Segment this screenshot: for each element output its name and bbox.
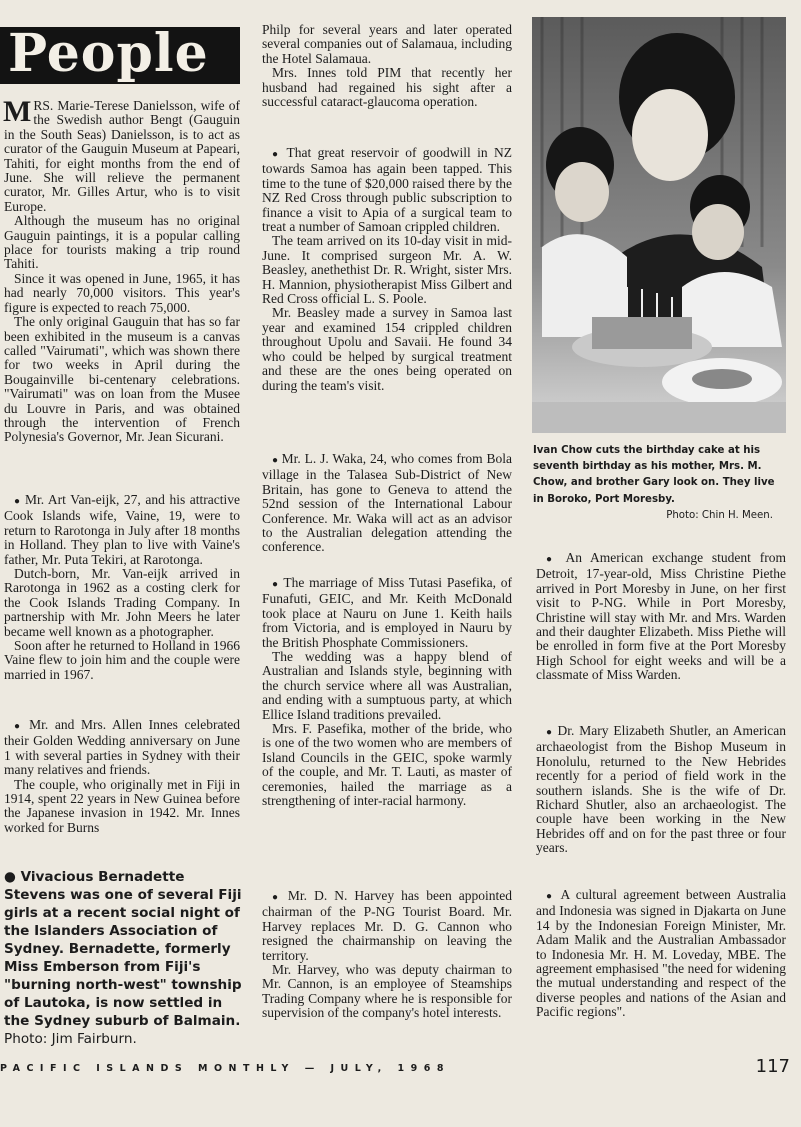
birthday-photo-credit: Photo: Chin H. Meen.	[666, 509, 773, 521]
page-number: 117	[755, 1056, 790, 1077]
article-vaneijk	[4, 493, 240, 682]
danielsson-para-4: The only original Gauguin that has so far been exhibited in the museum is a canvas called "Vairumati", which was shown there for two weeks in April during the Bougainville bi-centenary celebrations. "Vairumati" was on loan from the Musee du Louvre in Paris, and was obtained through the intervention of French Polynesia's Governor, Mr. Jean Sicurani.	[4, 314, 240, 445]
pasefika-para-3: Mrs. F. Pasefika, mother of the bride, who is one of the two women who are members of Island Councils in the GEIC, spoke warmly of the couple, and Mr. T. Lauti, as master of ceremonies, hailed the marriage as a strengthening of inter-racial harmony.	[262, 721, 512, 809]
article-indonesia	[536, 888, 786, 1020]
stevens-caption	[4, 868, 244, 1048]
article-innes-continued	[262, 23, 512, 109]
harvey-para-1: ● Mr. D. N. Harvey has been appointed chairman of the P-NG Tourist Board. Mr. Harvey replaces Mr. D. G. Cannon who resigned the chairmanship on leaving the territory.	[262, 889, 512, 963]
birthday-photo-caption	[533, 443, 785, 524]
samoa-para-2: The team arrived on its 10-day visit in mid-June. It comprised surgeon Mr. A. W. Beasley, anethethist Dr. R. Wright, sister Mrs. H. Mannion, physiotherapist Miss Gilbert and Red Cross official L. S. Poole.	[262, 233, 512, 307]
article-danielsson	[3, 95, 240, 445]
indonesia-para-1: ● A cultural agreement between Australia and Indonesia was signed in Djakarta on June 14 by the Indonesian Foreign Minister, Mr. Adam Malik and the Australian Ambassador to Indonesia Mr. H. M. Loveday, MBE. The agreement emphasised "the need for widening the mutual understanding and respect of the diverse peoples and nations of the Asian and Pacific regions".	[536, 888, 786, 1020]
article-piethe	[536, 551, 786, 683]
pasefika-para-2: The wedding was a happy blend of Australian and Islands style, beginning with the church service where all was Australian, and ending with a sumptuous party, at which Ellice Island traditions prevailed.	[262, 649, 512, 722]
section-title: People	[8, 27, 209, 84]
masthead-footer: PACIFIC ISLANDS MONTHLY — JULY, 1968	[0, 1063, 450, 1074]
innes-para-1: ● Mr. and Mrs. Allen Innes celebrated their Golden Wedding anniversary on June 1 with several parties in Sydney with their many relatives and friends.	[4, 718, 240, 778]
vaneijk-para-1: ● Mr. Art Van-eijk, 27, and his attractive Cook Islands wife, Vaine, 19, were to return to Rarotonga in July after 18 months in Holland. They plan to live with Vaine's father, Mr. Puta Tekiri, at Rarotonga.	[4, 493, 240, 567]
piethe-para-1: ● An American exchange student from Detroit, 17-year-old, Miss Christine Piethe arrived in Port Moresby in June, on her first visit to P-NG. While in Port Moresby, Christine will stay with Mr. and Mrs. Warden and their daughter Elizabeth. Miss Piethe will be enrolled in form five at the Port Moresby High School for eight weeks and will be a classmate of Miss Warden.	[536, 551, 786, 683]
article-harvey	[262, 889, 512, 1021]
danielsson-para-1: RS. Marie-Terese Danielsson, wife of the Swedish author Bengt (Gauguin in the South Seas) Danielsson, is to act as curator of the Gauguin Museum at Papeari, Tahiti, for eight months from the end of June. She will relieve the permanent curator, Mr. Gilles Artur, who is to visit Europe.	[4, 98, 240, 214]
innes-para-2: The couple, who originally met in Fiji in 1914, spent 22 years in New Guinea before the Japanese invasion in 1942. Mr. Innes worked for Burns	[4, 776, 240, 835]
article-shutler	[536, 724, 786, 856]
harvey-para-2: Mr. Harvey, who was deputy chairman to Mr. Cannon, is an employee of Steamships Trading Company where he is responsible for supervision of the company's hotel interests.	[262, 962, 512, 1021]
birthday-caption-text: Ivan Chow cuts the birthday cake at his seventh birthday as his mother, Mrs. M. Chow, and brother Gary look on. They live in Boroko, Port Moresby.	[533, 445, 775, 505]
drop-cap: M	[3, 95, 32, 128]
danielsson-para-3: Since it was opened in June, 1965, it has had nearly 70,000 visitors. This year's figure is expected to reach 75,000.	[4, 270, 240, 315]
vaneijk-para-3: Soon after he returned to Holland in 1966 Vaine flew to join him and the couple were married in 1967.	[4, 638, 240, 682]
birthday-photo-image	[532, 17, 786, 433]
samoa-para-3: Mr. Beasley made a survey in Samoa last year and examined 154 crippled children throughout Upolu and Savaii. He found 34 who could be helped by surgical treatment and these are the ones being operated on during the team's visit.	[262, 305, 512, 393]
shutler-para-1: ● Dr. Mary Elizabeth Shutler, an American archaeologist from the Bishop Museum in Honolulu, returned to the New Hebrides recently for a period of field work in the southern islands. She is the wife of Dr. Richard Shutler, also an archaeologist. The couple have been working in the New Hebrides off and on for the past three or four years.	[536, 724, 786, 856]
danielsson-para-2: Although the museum has no original Gauguin paintings, it is a popular calling place for tourists making a trip round Tahiti.	[4, 213, 240, 272]
article-waka	[262, 452, 512, 555]
pasefika-para-1: ● The marriage of Miss Tutasi Pasefika, of Funafuti, GEIC, and Mr. Keith McDonald took place at Nauru on June 1. Keith hails from Victoria, and is employed in Nauru by the British Phosphate Commissioners.	[262, 576, 512, 650]
birthday-photo	[532, 17, 786, 433]
innes-cont-para-2: Mrs. Innes told PIM that recently her husband had regained his sight after a successful cataract-glaucoma operation.	[262, 65, 512, 110]
innes-cont-para-1: Philp for several years and later operated several companies out of Salamaua, including the Hotel Salamaua.	[262, 22, 512, 66]
page-footer	[0, 1058, 790, 1082]
stevens-photo-credit: Photo: Jim Fairburn.	[4, 1031, 137, 1047]
vaneijk-para-2: Dutch-born, Mr. Van-eijk arrived in Rarotonga in 1962 as a costing clerk for the Cook Islands Trading Company. In partnership with Mr. John Meers he later became well known as a photographer.	[4, 566, 240, 639]
stevens-caption-text: Vivacious Bernadette Stevens was one of several Fiji girls at a recent social night of the Islanders Association of Sydney. Bernadette, formerly Miss Emberson from Fiji's "burning north-west" township of Lautoka, is now settled in the Sydney suburb of Balmain.	[4, 869, 242, 1029]
bullet-icon: ●	[4, 869, 21, 885]
article-samoa	[262, 146, 512, 393]
samoa-para-1: ● That great reservoir of goodwill in NZ towards Samoa has again been tapped. This time to the tune of $20,000 raised there by the NZ Red Cross through public subscription to finance a visit to Apia of a surgical team to treat a number of Samoan crippled children.	[262, 146, 512, 234]
article-pasefika	[262, 576, 512, 809]
article-innes	[4, 718, 240, 835]
section-banner	[0, 27, 240, 84]
waka-para-1: ● Mr. L. J. Waka, 24, who comes from Bola village in the Talasea Sub-District of New Britain, has gone to Geneva to attend the 52nd session of the International Labour Conference. Mr. Waka will act as an advisor to the Australian delegation attending the conference.	[262, 452, 512, 555]
